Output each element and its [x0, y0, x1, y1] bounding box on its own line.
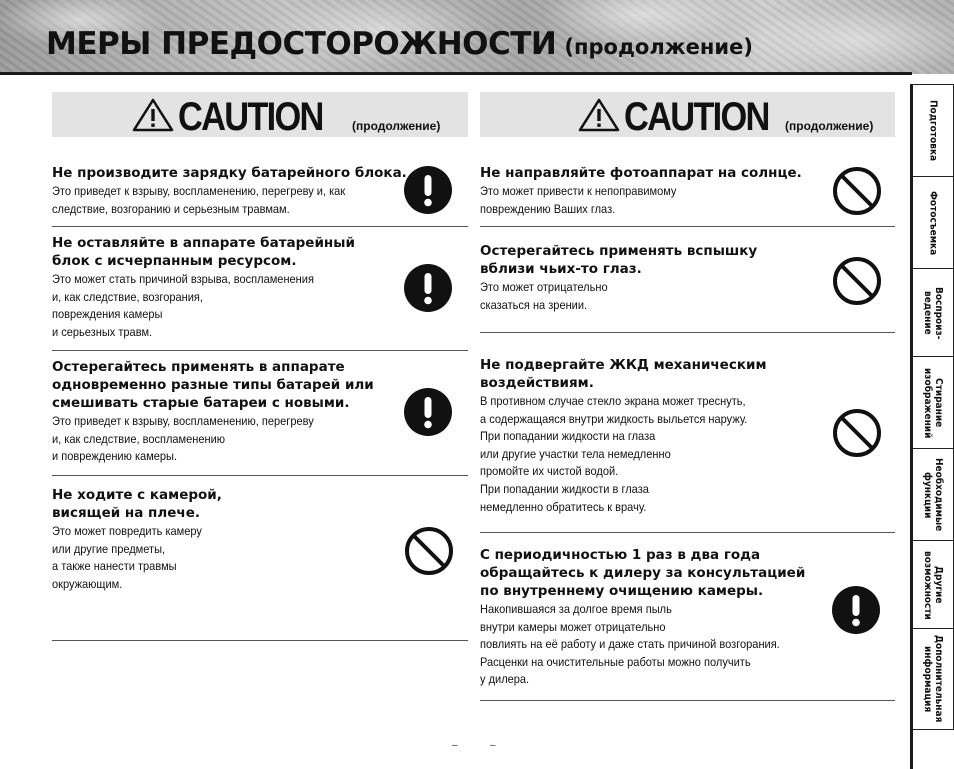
item-title: Не направляйте фотоаппарат на солнце. — [480, 165, 802, 181]
item-body: В противном случае стекло экрана может треснуть, а содержащаяся внутри жидкость выльется наружу. При попадании жидкости на глаза или другие участки тела немедленно промойте их чистой водой. При попадании жидкости в глаза немедленно обратитесь к врачу. — [480, 394, 748, 514]
caution-item — [480, 164, 895, 227]
item-body: Это приведет к взрыву, воспламенению, перегреву и, как следствие, воспламенению и повреждению камеры. — [52, 414, 314, 464]
item-title: Не оставляйте в аппарате батарейный блок с исчерпанным ресурсом. — [52, 235, 355, 269]
item-title: Остерегайтесь применять вспышку вблизи чьих-то глаз. — [480, 243, 758, 277]
tab-label: Подготовка — [927, 100, 939, 162]
tab-label: Фотосъемка — [927, 190, 939, 256]
prohibited-icon — [404, 526, 454, 581]
caution-label-right: CAUTION — [624, 95, 769, 139]
warning-triangle-icon — [132, 98, 174, 137]
caution-item — [480, 546, 895, 701]
item-title: Не производите зарядку батарейного блока. — [52, 165, 407, 181]
header-rule — [0, 72, 912, 75]
item-title: Остерегайтесь применять в аппарате одновременно разные типы батарей или смешивать старые батареи с новыми. — [52, 359, 374, 411]
caution-header-right — [480, 92, 895, 137]
caution-item — [52, 358, 468, 476]
tab-shooting[interactable] — [913, 176, 954, 269]
tab-preparation[interactable] — [913, 84, 954, 177]
mandatory-icon — [404, 264, 452, 317]
header-banner — [0, 0, 954, 74]
right-column — [480, 92, 895, 687]
tab-label: Дополнительная информация — [922, 635, 944, 723]
tab-functions[interactable] — [913, 448, 954, 541]
item-title: Не подвергайте ЖКД механическим воздействиям. — [480, 357, 767, 391]
page-number-left: – — [452, 740, 458, 751]
section-tabs — [910, 84, 954, 769]
tab-label: Другие возможности — [922, 550, 944, 620]
item-body: Это приведет к взрыву, воспламенению, перегреву и, как следствие, возгоранию и серьезным травмам. — [52, 184, 346, 216]
page-title-text: МЕРЫ ПРЕДОСТОРОЖНОСТИ — [46, 26, 557, 62]
caution-item — [480, 242, 895, 333]
tab-other[interactable] — [913, 540, 954, 629]
item-body: Это может повредить камеру или другие предметы, а также нанести травмы окружающим. — [52, 524, 202, 591]
page-title — [46, 26, 753, 62]
caution-continued-left: (продолжение) — [352, 119, 441, 133]
caution-item — [52, 164, 468, 227]
tab-erasing[interactable] — [913, 356, 954, 449]
caution-continued-right: (продолжение) — [785, 119, 874, 133]
item-body: Это может стать причиной взрыва, воспламенения и, как следствие, возгорания, повреждения камеры и серьезных травм. — [52, 272, 314, 339]
left-column — [52, 92, 468, 591]
caution-header-left — [52, 92, 468, 137]
prohibited-icon — [832, 408, 882, 463]
prohibited-icon — [832, 166, 882, 221]
mandatory-icon — [404, 166, 452, 219]
item-title: С периодичностью 1 раз в два года обращайтесь к дилеру за консультацией по внутреннему очищению камеры. — [480, 547, 806, 599]
caution-item — [480, 356, 895, 533]
mandatory-icon — [404, 388, 452, 441]
caution-label-left: CAUTION — [178, 95, 323, 139]
page-number-right: – — [490, 740, 496, 751]
tab-playback[interactable] — [913, 268, 954, 357]
warning-triangle-icon — [578, 98, 620, 137]
item-body: Накопившаяся за долгое время пыль внутри камеры может отрицательно повлиять на её работу и даже стать причиной возгорания. Расценки на очистительные работы можно получить у дилера. — [480, 602, 780, 687]
tab-label: Необходимые функции — [922, 458, 944, 532]
tab-additional[interactable] — [913, 628, 954, 730]
item-body: Это может отрицательно сказаться на зрении. — [480, 280, 608, 312]
mandatory-icon — [832, 586, 880, 639]
caution-item — [52, 486, 468, 641]
item-body: Это может привести к непоправимому повреждению Ваших глаз. — [480, 184, 677, 216]
tab-label: Воспроиз- ведение — [922, 286, 944, 340]
prohibited-icon — [832, 256, 882, 311]
page-subtitle: (продолжение) — [564, 35, 753, 59]
item-title: Не ходите с камерой, висящей на плече. — [52, 487, 222, 521]
caution-item — [52, 234, 468, 351]
tab-label: Стирание изображений — [922, 367, 944, 439]
